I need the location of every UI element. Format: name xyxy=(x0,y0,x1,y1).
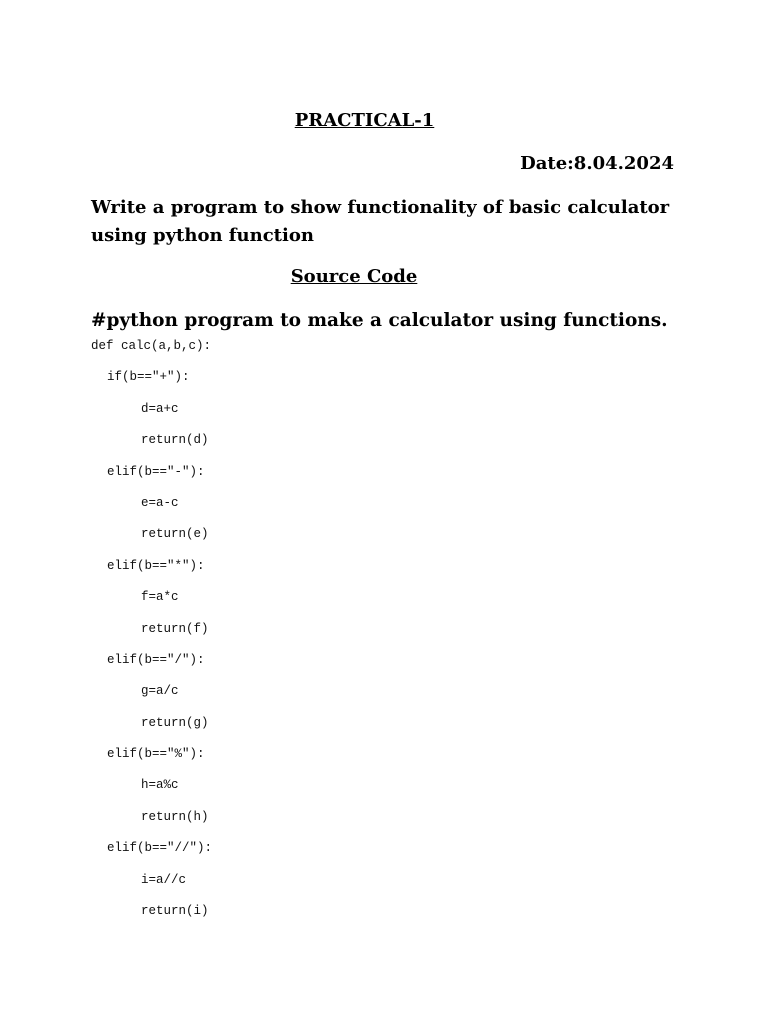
code-line: elif(b=="*"): xyxy=(107,558,205,573)
code-line: h=a%c xyxy=(141,778,179,793)
code-line: return(d) xyxy=(141,433,209,448)
code-line: d=a+c xyxy=(141,401,179,416)
practical-title: PRACTICAL-1 xyxy=(294,110,435,131)
code-line: e=a-c xyxy=(141,495,179,510)
code-line: f=a*c xyxy=(141,590,179,605)
code-line: return(f) xyxy=(141,621,209,636)
code-line: return(g) xyxy=(141,715,209,730)
code-line: return(e) xyxy=(141,527,209,542)
practical-date: Date:8.04.2024 xyxy=(520,153,674,174)
code-line: elif(b=="%"): xyxy=(107,747,205,762)
code-line: elif(b=="/"): xyxy=(107,652,205,667)
code-line: i=a//c xyxy=(141,872,187,887)
code-line: elif(b=="//"): xyxy=(107,841,213,856)
question-text: Write a program to show functionality of basic calculator using python function xyxy=(91,197,670,246)
code-comment: #python program to make a calculator using functions. xyxy=(91,310,668,331)
code-line: elif(b=="-"): xyxy=(107,464,205,479)
code-line: def calc(a,b,c): xyxy=(91,339,212,353)
code-block xyxy=(91,337,212,933)
code-line: g=a/c xyxy=(141,684,179,699)
code-line: if(b=="+"): xyxy=(107,370,190,385)
code-line: return(h) xyxy=(141,809,209,824)
code-line: return(i) xyxy=(141,904,209,919)
source-code-heading: Source Code xyxy=(290,266,418,287)
